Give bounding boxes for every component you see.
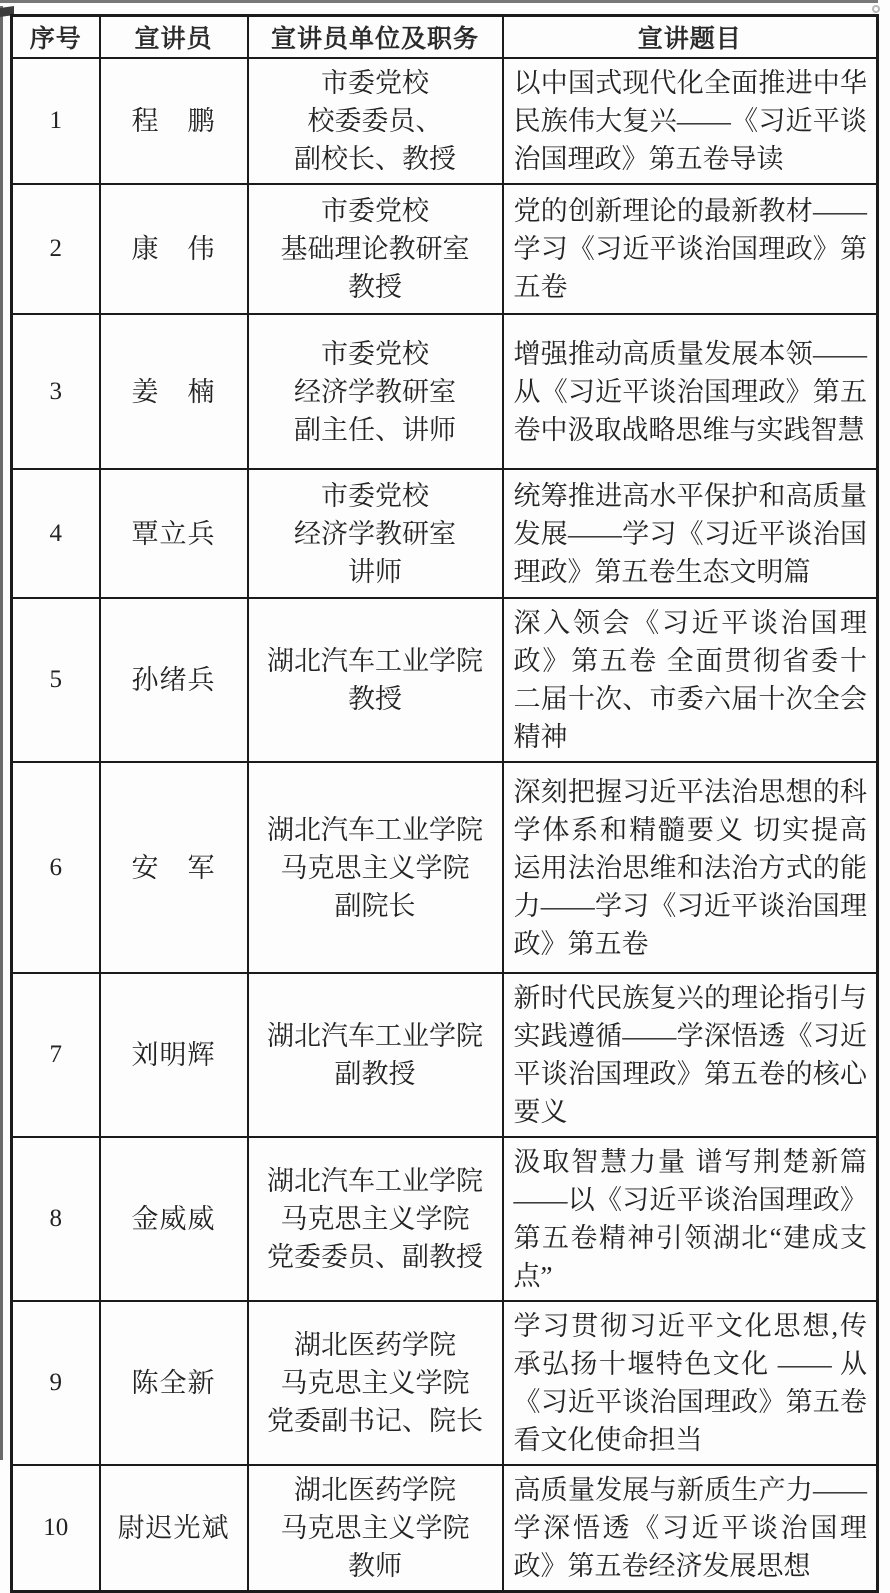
table-row <box>12 1137 878 1301</box>
topic-cell <box>503 58 878 184</box>
unit-line: 湖北汽车工业学院 <box>267 1166 483 1196</box>
column-header-unit: 宣讲员单位及职务 <box>248 16 503 59</box>
row-number: 2 <box>12 184 100 314</box>
row-number: 3 <box>12 314 100 469</box>
unit-line: 副院长 <box>334 890 416 921</box>
speaker-name: 覃立兵 <box>100 469 248 598</box>
topic-cell <box>503 1465 878 1592</box>
table-row <box>12 762 878 973</box>
speaker-unit <box>248 1301 503 1465</box>
speaker-unit <box>248 973 503 1137</box>
unit-line: 经济学教研室 <box>294 518 456 549</box>
speaker-unit <box>248 1465 503 1592</box>
table-row <box>12 973 878 1137</box>
topic-cell <box>503 184 878 314</box>
table-row <box>12 598 878 762</box>
topic-text: 党的创新理论的最新教材——学习《习近平谈治国理政》第五卷 <box>513 196 867 302</box>
row-number: 8 <box>12 1137 100 1301</box>
unit-line: 湖北汽车工业学院 <box>267 1021 483 1051</box>
unit-line: 马克思主义学院 <box>280 1513 470 1543</box>
header-row <box>12 16 878 59</box>
topic-text: 以中国式现代化全面推进中华民族伟大复兴——《习近平谈治国理政》第五卷导读 <box>513 68 867 174</box>
unit-line: 马克思主义学院 <box>280 852 470 883</box>
topic-cell <box>503 1137 878 1301</box>
unit-line: 市委党校 <box>321 68 429 98</box>
unit-line: 马克思主义学院 <box>280 1368 470 1398</box>
unit-line: 教师 <box>348 1551 402 1581</box>
unit-line: 市委党校 <box>321 338 429 369</box>
speaker-name: 陈全新 <box>100 1301 248 1465</box>
table-row <box>12 184 878 314</box>
unit-line: 副主任、讲师 <box>294 414 456 445</box>
unit-line: 教授 <box>348 272 402 302</box>
topic-text: 深入领会《习近平谈治国理政》第五卷 全面贯彻省委十二届十次、市委六届十次全会精神 <box>513 608 867 752</box>
speaker-name: 康 伟 <box>100 184 248 314</box>
unit-line: 基础理论教研室 <box>280 234 470 264</box>
unit-line: 湖北医药学院 <box>294 1330 456 1360</box>
topic-cell <box>503 762 878 973</box>
table-row <box>12 1301 878 1465</box>
unit-line: 市委党校 <box>321 480 429 511</box>
unit-line: 湖北汽车工业学院 <box>267 646 483 676</box>
speaker-name: 刘明辉 <box>100 973 248 1137</box>
speaker-name: 程 鹏 <box>100 58 248 184</box>
row-number: 5 <box>12 598 100 762</box>
row-number: 6 <box>12 762 100 973</box>
row-number: 9 <box>12 1301 100 1465</box>
unit-line: 马克思主义学院 <box>280 1204 470 1234</box>
unit-line: 党委副书记、院长 <box>267 1406 483 1436</box>
speaker-unit <box>248 314 503 469</box>
unit-line: 湖北汽车工业学院 <box>267 814 483 845</box>
unit-line: 讲师 <box>348 556 402 587</box>
unit-line: 校委委员、 <box>307 106 443 136</box>
unit-line: 市委党校 <box>321 196 429 226</box>
topic-text: 汲取智慧力量 谱写荆楚新篇——以《习近平谈治国理政》第五卷精神引领湖北“建成支点” <box>513 1147 867 1291</box>
topic-cell <box>503 598 878 762</box>
unit-line: 经济学教研室 <box>294 376 456 407</box>
speaker-unit <box>248 184 503 314</box>
topic-cell <box>503 1301 878 1465</box>
unit-line: 湖北医药学院 <box>294 1475 456 1505</box>
table-row <box>12 1465 878 1592</box>
speaker-unit <box>248 58 503 184</box>
topic-text: 学习贯彻习近平文化思想,传承弘扬十堰特色文化 —— 从《习近平谈治国理政》第五卷看文化使命担当 <box>513 1311 867 1455</box>
topic-text: 深刻把握习近平法治思想的科学体系和精髓要义 切实提高运用法治思维和法治方式的能力——学习《习近平谈治国理政》第五卷 <box>513 776 867 959</box>
unit-line: 副校长、教授 <box>294 144 456 174</box>
speaker-unit <box>248 598 503 762</box>
scan-edge-artifact-top <box>0 0 878 3</box>
speaker-name: 金威威 <box>100 1137 248 1301</box>
topic-text: 统筹推进高水平保护和高质量发展——学习《习近平谈治国理政》第五卷生态文明篇 <box>513 480 867 587</box>
speaker-name: 姜 楠 <box>100 314 248 469</box>
table-row <box>12 469 878 598</box>
row-number: 4 <box>12 469 100 598</box>
topic-cell <box>503 469 878 598</box>
table-row <box>12 314 878 469</box>
topic-cell <box>503 314 878 469</box>
speaker-name: 孙绪兵 <box>100 598 248 762</box>
topic-text: 高质量发展与新质生产力——学深悟透《习近平谈治国理政》第五卷经济发展思想 <box>513 1475 867 1581</box>
topic-cell <box>503 973 878 1137</box>
column-header-topic: 宣讲题目 <box>503 16 878 59</box>
speaker-name: 尉迟光斌 <box>100 1465 248 1592</box>
unit-line: 党委委员、副教授 <box>267 1242 483 1272</box>
scan-speck-artifact <box>872 5 880 13</box>
table-row <box>12 58 878 184</box>
row-number: 1 <box>12 58 100 184</box>
unit-line: 教授 <box>348 684 402 714</box>
speaker-schedule-table <box>10 14 879 1593</box>
speaker-unit <box>248 469 503 598</box>
speaker-unit <box>248 1137 503 1301</box>
topic-text: 增强推动高质量发展本领——从《习近平谈治国理政》第五卷中汲取战略思维与实践智慧 <box>513 338 867 445</box>
speaker-unit <box>248 762 503 973</box>
column-header-number: 序号 <box>12 16 100 59</box>
speaker-name: 安 军 <box>100 762 248 973</box>
column-header-speaker: 宣讲员 <box>100 16 248 59</box>
row-number: 7 <box>12 973 100 1137</box>
unit-line: 副教授 <box>334 1059 416 1089</box>
topic-text: 新时代民族复兴的理论指引与实践遵循——学深悟透《习近平谈治国理政》第五卷的核心要义 <box>513 983 867 1127</box>
row-number: 10 <box>12 1465 100 1592</box>
scan-edge-artifact-left <box>0 6 3 1460</box>
